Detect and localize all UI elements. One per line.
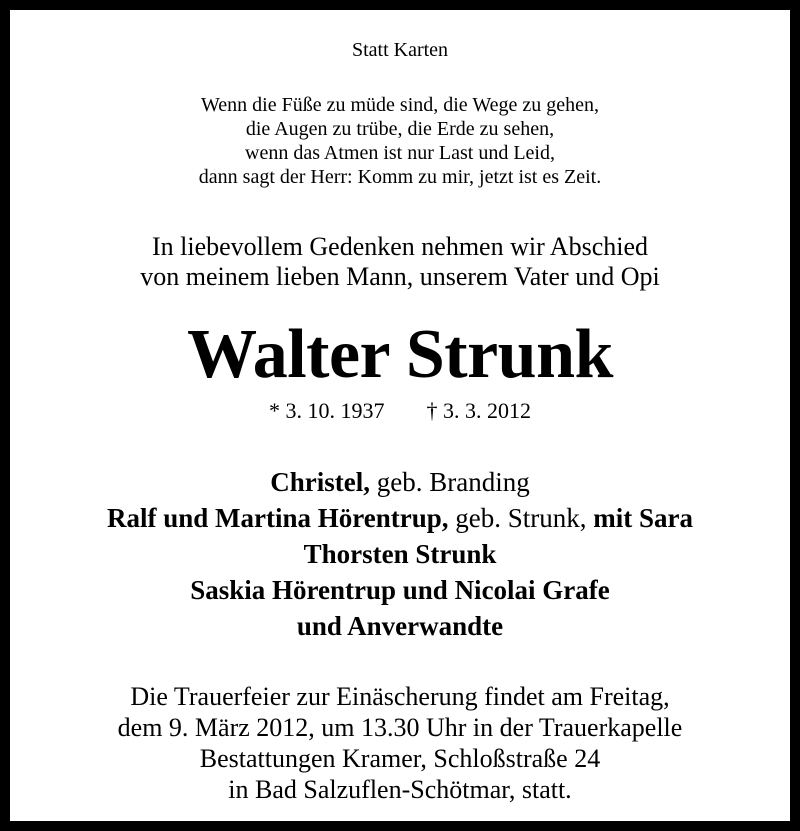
intro-line: von meinem lieben Mann, unserem Vater und Opi — [140, 262, 660, 291]
poem-line: die Augen zu trübe, die Erde zu sehen, — [245, 118, 555, 140]
ceremony-line: in Bad Salzuflen-Schötmar, statt. — [228, 775, 572, 804]
poem-line: wenn das Atmen ist nur Last und Leid, — [245, 142, 555, 164]
mourner-line — [10, 501, 790, 535]
header-text: Statt Karten — [351, 39, 449, 61]
ceremony-line: Bestattungen Kramer, Schloßstraße 24 — [199, 744, 601, 773]
poem-line: dann sagt der Herr: Komm zu mir, jetzt ist es Zeit. — [198, 166, 602, 188]
mourner-line — [10, 609, 790, 643]
ceremony-line: Die Trauerfeier zur Einäscherung findet am Freitag, — [130, 682, 670, 711]
mourner-detail: geb. Strunk, — [448, 503, 594, 533]
mourner-line — [10, 573, 790, 607]
mourner-line — [10, 465, 790, 499]
poem-line: Wenn die Füße zu müde sind, die Wege zu gehen, — [201, 94, 599, 116]
birth-date: * 3. 10. 1937 — [269, 398, 385, 423]
death-date: † 3. 3. 2012 — [426, 398, 531, 423]
mourner-name: Thorsten Strunk — [303, 539, 497, 569]
mourner-name: Christel, — [270, 467, 370, 497]
mourner-name: Saskia Hörentrup und Nicolai Grafe — [190, 575, 610, 605]
deceased-name: Walter Strunk — [187, 316, 613, 393]
mourner-name: Ralf und Martina Hörentrup, — [106, 503, 449, 533]
intro-line: In liebevollem Gedenken nehmen wir Abschied — [151, 232, 649, 261]
life-dates — [10, 397, 790, 425]
mourner-line — [10, 537, 790, 571]
mourner-name: mit Sara — [593, 503, 693, 533]
mourner-detail: geb. Branding — [370, 467, 530, 497]
ceremony-line: dem 9. März 2012, um 13.30 Uhr in der Trauerkapelle — [117, 713, 683, 742]
mourner-name: und Anverwandte — [296, 611, 504, 641]
